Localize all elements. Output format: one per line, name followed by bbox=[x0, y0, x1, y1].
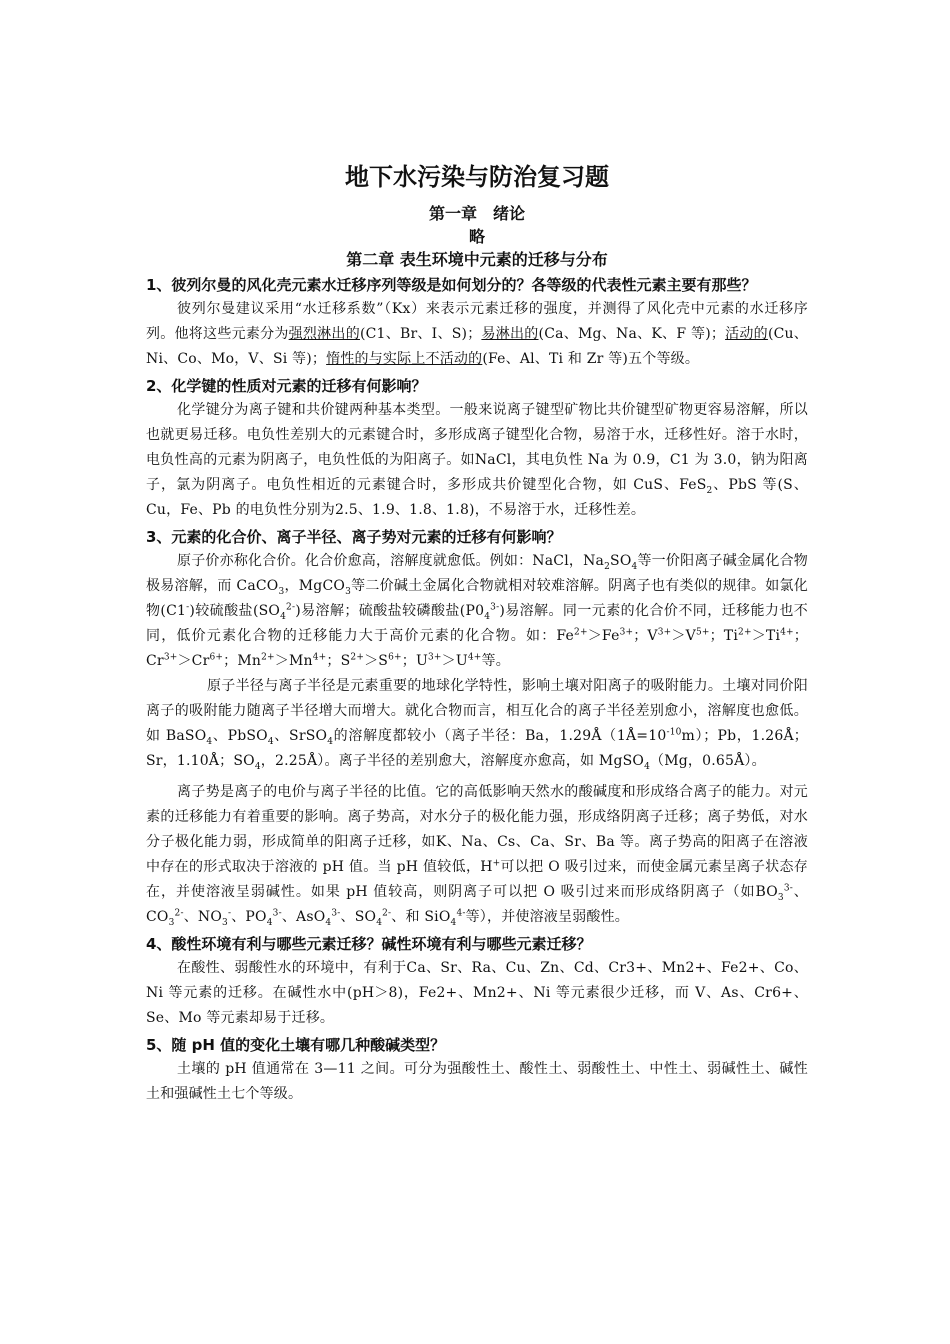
superscript: - bbox=[186, 602, 190, 613]
text: 、SO bbox=[340, 909, 377, 925]
subscript: 3 bbox=[222, 917, 228, 928]
text: )易溶解；硫酸盐较磷酸盐(P0 bbox=[295, 603, 485, 619]
text: SO bbox=[610, 553, 632, 569]
elements-strong-leached: (C1、Br、I、S)； bbox=[359, 326, 482, 342]
term-inert: 惰性的与实际上不活动的 bbox=[326, 351, 483, 367]
superscript: 2+ bbox=[261, 652, 275, 663]
answer-2-tail: 、PbS 等(S、Cu，Fe、Pb 的电负性分别为2.5、1.9、1.8、1.8)，不易溶于水，迁移性差。 bbox=[146, 477, 809, 518]
superscript: 2- bbox=[382, 908, 392, 919]
superscript: 4- bbox=[456, 908, 466, 919]
text: ＞U bbox=[441, 653, 468, 669]
elements-inert: (Fe、Al、Ti 和 Zr 等)五个等级。 bbox=[482, 351, 700, 367]
superscript: 2- bbox=[174, 908, 184, 919]
text: 、CO bbox=[146, 884, 808, 925]
text: ；Mn bbox=[223, 653, 262, 669]
subscript: 4 bbox=[280, 611, 287, 622]
superscript: 6+ bbox=[388, 652, 402, 663]
text: ＞Mn bbox=[274, 653, 313, 669]
text: 等一价阳离子碱金属化合物极易溶解，而 CaCO bbox=[146, 553, 808, 594]
superscript: 2+ bbox=[350, 652, 365, 663]
superscript: 4+ bbox=[467, 652, 482, 663]
text: 原子价亦称化合价。化合价愈高，溶解度就愈低。例如：NaCl，Na bbox=[177, 553, 605, 569]
question-2: 2、化学键的性质对元素的迁移有何影响？ bbox=[146, 377, 427, 395]
text: 的溶解度都较小（离子半径：Ba，1.29Å（1Å=10 bbox=[333, 728, 667, 744]
text: 原子半径与离子半径是元素重要的地球化学特性，影响土壤对阳离子的吸附能力。土壤对同价阳离子的吸附能力随离子半径增大而增大。就化合物而言，相互化合的离子半径差别愈小，溶解度也愈低。如 BaSO bbox=[146, 678, 808, 744]
elements-active: (Cu、Ni、Co、Mo，V、Si 等)； bbox=[146, 326, 808, 367]
text: ；Ti bbox=[709, 628, 739, 644]
text: 等），并使溶液呈弱酸性。 bbox=[465, 909, 630, 925]
superscript: 2+ bbox=[574, 627, 588, 638]
text: )较硫酸盐(SO bbox=[189, 603, 281, 619]
answer-3-valence bbox=[146, 549, 808, 674]
superscript: 5+ bbox=[695, 627, 710, 638]
chapter2-heading: 第二章 表生环境中元素的迁移与分布 bbox=[346, 250, 608, 269]
superscript: 4+ bbox=[312, 652, 327, 663]
superscript: -10 bbox=[666, 727, 682, 738]
subscript: 4 bbox=[450, 917, 457, 928]
subscript: 4 bbox=[325, 917, 332, 928]
document-page bbox=[146, 160, 808, 1107]
subscript: 3 bbox=[777, 892, 784, 903]
subscript: 2 bbox=[604, 561, 611, 572]
text: 等。 bbox=[481, 653, 510, 669]
superscript: 3- bbox=[272, 908, 282, 919]
subscript: 4 bbox=[631, 561, 638, 572]
superscript: 3- bbox=[783, 883, 793, 894]
answer-5: 土壤的 pH 值通常在 3—11 之间。可分为强酸性土、酸性土、弱酸性土、中性土、弱碱性土、碱性土和强碱性土七个等级。 bbox=[146, 1061, 808, 1102]
text: 、SrSO bbox=[273, 728, 328, 744]
subscript: 4 bbox=[254, 761, 261, 772]
superscript: 2- bbox=[286, 602, 296, 613]
text: 等二价碱土金属化合物就相对较难溶解。阴离子也有类似的规律。如氯化物(C1 bbox=[146, 578, 808, 619]
subscript: 4 bbox=[266, 917, 273, 928]
subscript: 3 bbox=[345, 586, 351, 597]
chapter1-heading: 第一章 绪论 bbox=[428, 204, 525, 223]
superscript: 3+ bbox=[657, 627, 672, 638]
superscript: 6+ bbox=[209, 652, 224, 663]
superscript: - bbox=[227, 908, 232, 919]
text: Fe bbox=[556, 628, 575, 644]
text: 、AsO bbox=[281, 909, 326, 925]
answer-1 bbox=[146, 297, 808, 372]
question-4: 4、酸性环境有利与哪些元素迁移？碱性环境有利与哪些元素迁移？ bbox=[146, 935, 592, 953]
superscript: 3- bbox=[331, 908, 341, 919]
term-easy-leached: 易淋出的 bbox=[481, 326, 539, 342]
text: 、PbSO bbox=[212, 728, 268, 744]
superscript: 3- bbox=[490, 602, 500, 613]
superscript: 4+ bbox=[780, 627, 794, 638]
elements-easy-leached: (Ca、Mg、Na、K、F 等)； bbox=[538, 326, 726, 342]
text: ＞V bbox=[671, 628, 696, 644]
subscript: 4 bbox=[267, 736, 274, 747]
superscript: + bbox=[492, 858, 501, 869]
superscript: 3+ bbox=[619, 627, 634, 638]
text: ；V bbox=[633, 628, 658, 644]
text: 、NO bbox=[183, 909, 223, 925]
text: ＞Fe bbox=[587, 628, 620, 644]
chapter1-note: 略 bbox=[468, 227, 485, 246]
doc-title: 地下水污染与防治复习题 bbox=[345, 163, 609, 191]
answer-2-text: 化学键分为离子键和共价键两种基本类型。一般来说离子键型矿物比共价键型矿物更容易溶解，所以也就更易迁移。电负性差别大的元素键合时，多形成离子键型化合物，易溶于水，迁移性好。溶于水时，电负性高的元素为阴离子，电负性低的为阳离子。如NaCl，其电负性 Na 为 0.9，C1 为 3.0，钠为阳离子，氯为阴离子。电负性相近的元素键合时，多形成共价键型化合物，如 CuS、FeS bbox=[146, 402, 808, 493]
text: ；S bbox=[326, 653, 351, 669]
text: )易溶解。同一元素的化合价不同，迁移能力也不同，低价元素化合物的迁移能力大于高价元素的化合物。如： bbox=[146, 603, 808, 644]
text: 可以把 O 吸引过来，而使金属元素呈离子状态存在，并使溶液呈弱碱性。如果 pH 值较高，则阴离子可以把 O 吸引过来而形成络阴离子（如BO bbox=[146, 859, 808, 900]
text: ，2.25Å）。离子半径的差别愈大，溶解度亦愈高，如 MgSO bbox=[260, 753, 645, 769]
subscript: 3 bbox=[168, 917, 175, 928]
answer-3-potential bbox=[146, 780, 808, 930]
question-1: 1、彼列尔曼的风化壳元素水迁移序列等级是如何划分的？各等级的代表性元素主要有那些？ bbox=[146, 276, 757, 294]
text: ＞S bbox=[364, 653, 389, 669]
text: （Mg，0.65Å）。 bbox=[650, 753, 766, 769]
text: ；Cr bbox=[146, 628, 808, 669]
text: ，MgCO bbox=[284, 578, 346, 594]
question-5: 5、随 pH 值的变化土壤有哪几种酸碱类型？ bbox=[146, 1036, 446, 1054]
text: ＞Cr bbox=[177, 653, 210, 669]
text: 、和 SiO bbox=[391, 909, 451, 925]
text: 离子势是离子的电价与离子半径的比值。它的高低影响天然水的酸碱度和形成络合离子的能力。对元素的迁移能力有着重要的影响。离子势高，对水分子的极化能力强，形成络阴离子迁移；离子势低，对水分子极化能力弱，形成简单的阳离子迁移，如K、Na、Cs、Ca、Sr、Ba 等。离子势高的阳离子在溶液中存在的形式取决于溶液的 pH 值。当 pH 值较低，H bbox=[146, 784, 808, 875]
answer-2 bbox=[146, 398, 808, 523]
superscript: 2+ bbox=[738, 627, 752, 638]
superscript: 3+ bbox=[427, 652, 442, 663]
subscript: 4 bbox=[327, 736, 334, 747]
subscript: 3 bbox=[278, 586, 285, 597]
term-strong-leached: 强烈淋出的 bbox=[288, 326, 360, 342]
text: m）；Pb，1.26Å；Sr，1.10Å；SO bbox=[146, 728, 808, 769]
answer-3-radius bbox=[146, 674, 808, 774]
text: ＞Ti bbox=[751, 628, 781, 644]
answer-1-intro: 彼列尔曼建议采用“水迁移系数”（Kx）来表示元素迁移的强度，并测得了风化壳中元素的水迁移序列。他将这些元素分为 bbox=[146, 301, 808, 342]
term-active: 活动的 bbox=[725, 326, 768, 342]
subscript: 4 bbox=[206, 736, 213, 747]
question-3: 3、元素的化合价、离子半径、离子势对元素的迁移有何影响？ bbox=[146, 528, 562, 546]
subscript: 4 bbox=[376, 917, 383, 928]
text: 、PO bbox=[231, 909, 267, 925]
answer-4: 在酸性、弱酸性水的环境中，有利于Ca、Sr、Ra、Cu、Zn、Cd、Cr3+、Mn2+、Fe2+、Co、Ni 等元素的迁移。在碱性水中(pH＞8)，Fe2+、Mn2+、Ni 等元素很少迁移，而 V、As、Cr6+、Se、Mo 等元素却易于迁移。 bbox=[146, 960, 808, 1026]
superscript: 3+ bbox=[163, 652, 178, 663]
subscript: 4 bbox=[484, 611, 491, 622]
text: ；U bbox=[401, 653, 428, 669]
subscript: 4 bbox=[644, 761, 651, 772]
subscript: 2 bbox=[706, 485, 713, 496]
